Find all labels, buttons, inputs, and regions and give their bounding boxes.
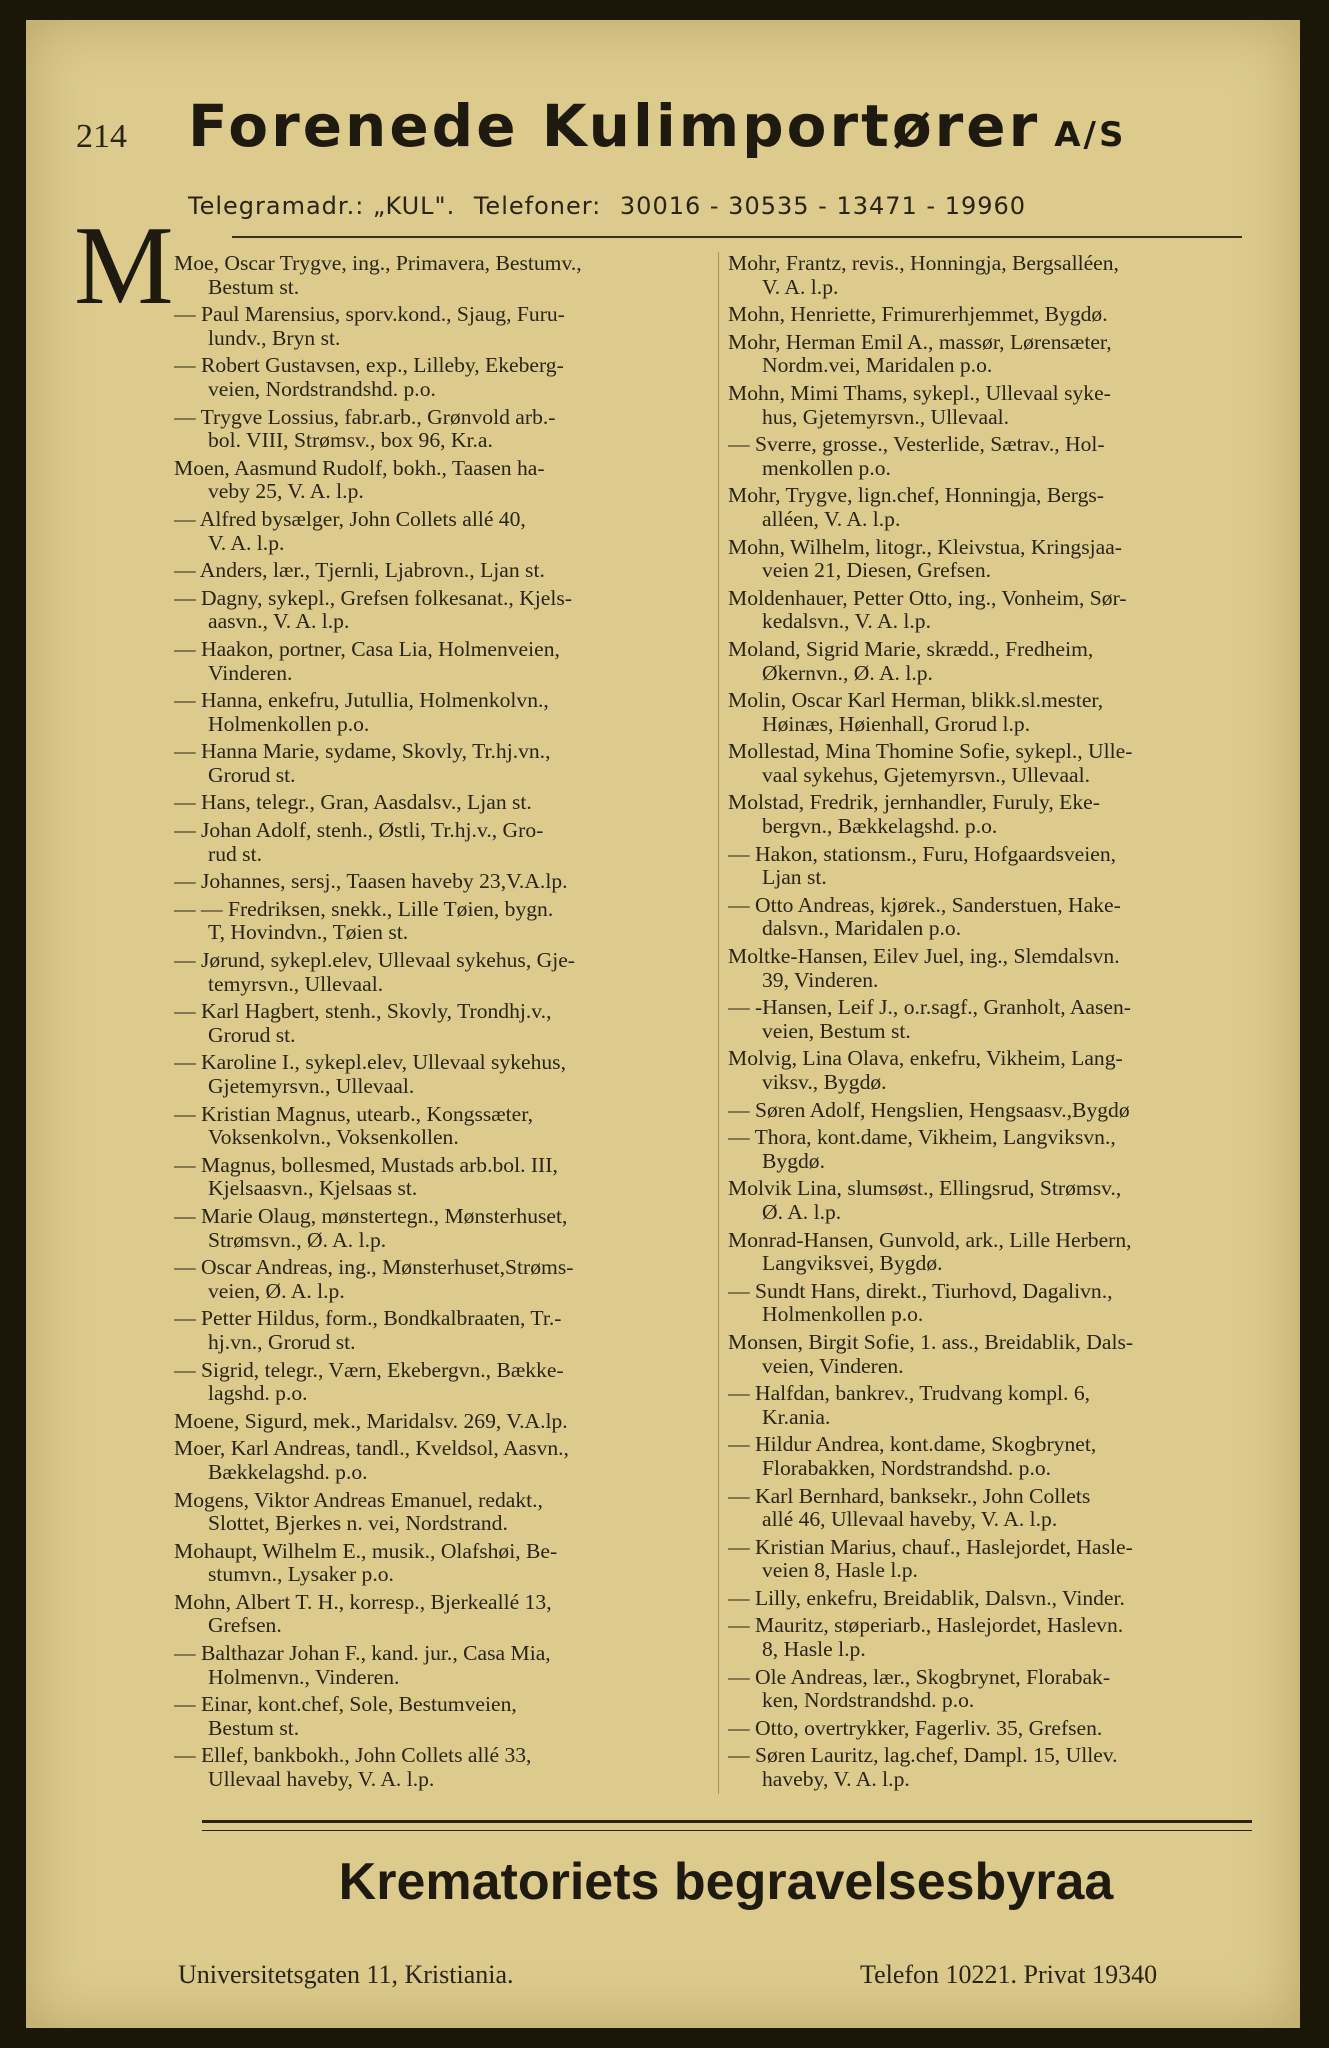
directory-entry bbox=[174, 1642, 714, 1689]
entry-address-line: Langviksvei, Bygdø. bbox=[762, 1252, 943, 1276]
directory-entry bbox=[728, 484, 1256, 531]
entry-address-line: dalsvn., Maridalen p.o. bbox=[762, 917, 962, 941]
directory-entry bbox=[728, 1587, 1256, 1611]
entry-address-line: aasvn., V. A. l.p. bbox=[208, 610, 350, 634]
entry-name-line: — -Hansen, Leif J., o.r.sagf., Granholt, Aasen- bbox=[728, 996, 1131, 1020]
directory-entry bbox=[728, 1331, 1256, 1378]
entry-name-line: Molvik Lina, slumsøst., Ellingsrud, Strømsv., bbox=[728, 1177, 1122, 1201]
entry-address-line: stumvn., Lysaker p.o. bbox=[208, 1563, 394, 1587]
entry-address-line: bol. VIII, Strømsv., box 96, Kr.a. bbox=[208, 429, 493, 453]
entry-name-line: — Johannes, sersj., Taasen haveby 23,V.A.lp. bbox=[174, 870, 568, 894]
entry-address-line: lagshd. p.o. bbox=[208, 1382, 308, 1406]
entry-name-line: — Karl Bernhard, banksekr., John Collets bbox=[728, 1484, 1091, 1508]
entry-name-line: — Dagny, sykepl., Grefsen folkesanat., Kjels- bbox=[174, 586, 572, 610]
entry-name-line: Mohn, Mimi Thams, sykepl., Ullevaal syke- bbox=[728, 381, 1111, 405]
entry-name-line: — Hildur Andrea, kont.dame, Skogbrynet, bbox=[728, 1433, 1097, 1457]
directory-entry bbox=[728, 996, 1256, 1043]
company-name: Forenede Kulimportører bbox=[188, 92, 1041, 160]
directory-entry bbox=[728, 1382, 1256, 1429]
directory-entry bbox=[174, 1359, 714, 1406]
directory-entry bbox=[728, 1536, 1256, 1583]
entry-address-line: Strømsvn., Ø. A. l.p. bbox=[208, 1228, 387, 1252]
directory-entry bbox=[728, 587, 1256, 634]
directory-page bbox=[26, 20, 1300, 2028]
directory-entry bbox=[174, 1540, 714, 1587]
entry-address-line: T, Hovindvn., Tøien st. bbox=[208, 921, 409, 945]
bottom-advertisement-title: Krematoriets begravelsesbyraa bbox=[338, 1853, 1114, 1911]
entry-name-line: — Thora, kont.dame, Vikheim, Langviksvn., bbox=[728, 1126, 1116, 1150]
directory-entry bbox=[174, 1744, 714, 1791]
entry-name-line: Molstad, Fredrik, jernhandler, Furuly, Eke- bbox=[728, 791, 1100, 815]
entry-name-line: — Karoline I., sykepl.elev, Ullevaal sykehus, bbox=[174, 1051, 566, 1075]
entry-address-line: veien 21, Diesen, Grefsen. bbox=[762, 559, 992, 583]
entry-name-line: — Søren Lauritz, lag.chef, Dampl. 15, Ullev. bbox=[728, 1744, 1118, 1768]
directory-entry bbox=[728, 1126, 1256, 1173]
entry-address-line: Kjelsaasvn., Kjelsaas st. bbox=[208, 1177, 418, 1201]
directory-entry bbox=[174, 949, 714, 996]
entry-name-line: Mohaupt, Wilhelm E., musik., Olafshøi, Be- bbox=[174, 1539, 558, 1563]
entry-name-line: Moen, Aasmund Rudolf, bokh., Taasen ha- bbox=[174, 456, 545, 480]
directory-entry bbox=[728, 843, 1256, 890]
entry-address-line: lundv., Bryn st. bbox=[208, 326, 341, 350]
entry-address-line: Bestum st. bbox=[208, 275, 300, 299]
entry-address-line: Ljan st. bbox=[762, 866, 827, 890]
entry-address-line: veien, Ø. A. l.p. bbox=[208, 1279, 345, 1303]
entry-name-line: Molin, Oscar Karl Herman, blikk.sl.mester, bbox=[728, 689, 1104, 713]
entry-address-line: veien 8, Hasle l.p. bbox=[762, 1559, 918, 1583]
entry-name-line: — Otto, overtrykker, Fagerliv. 35, Grefsen. bbox=[728, 1716, 1103, 1740]
directory-entry bbox=[174, 252, 714, 299]
entry-address-line: Vinderen. bbox=[208, 661, 293, 685]
entry-name-line: — Hakon, stationsm., Furu, Hofgaardsveien, bbox=[728, 842, 1117, 866]
entry-name-line: Monrad-Hansen, Gunvold, ark., Lille Herbern, bbox=[728, 1228, 1132, 1252]
directory-entry bbox=[728, 331, 1256, 378]
entry-name-line: — Johan Adolf, stenh., Østli, Tr.hj.v., Gro- bbox=[174, 819, 544, 843]
directory-entry bbox=[728, 1433, 1256, 1480]
company-suffix: A/S bbox=[1054, 115, 1127, 155]
entry-address-line: Bestum st. bbox=[208, 1716, 300, 1740]
entry-name-line: Mogens, Viktor Andreas Emanuel, redakt., bbox=[174, 1488, 543, 1512]
directory-entry bbox=[728, 252, 1256, 299]
entry-address-line: hj.vn., Grorud st. bbox=[208, 1330, 356, 1354]
phone-numbers: 30016 - 30535 - 13471 - 19960 bbox=[619, 192, 1027, 220]
directory-entry bbox=[728, 945, 1256, 992]
entry-name-line: Moldenhauer, Petter Otto, ing., Vonheim, Sør- bbox=[728, 586, 1127, 610]
entry-name-line: — Sverre, grosse., Vesterlide, Sætrav., Hol- bbox=[728, 433, 1105, 457]
entry-name-line: — Ole Andreas, lær., Skogbrynet, Florabak- bbox=[728, 1665, 1111, 1689]
directory-entry bbox=[174, 406, 714, 453]
directory-entry bbox=[174, 1489, 714, 1536]
entry-address-line: Holmenvn., Vinderen. bbox=[208, 1665, 400, 1689]
entry-name-line: Mollestad, Mina Thomine Sofie, sykepl., Ulle- bbox=[728, 740, 1133, 764]
entry-name-line: — — Fredriksen, snekk., Lille Tøien, bygn. bbox=[174, 897, 554, 921]
directory-entry bbox=[728, 433, 1256, 480]
entry-name-line: — Paul Marensius, sporv.kond., Sjaug, Furu- bbox=[174, 303, 565, 327]
directory-entry bbox=[174, 1154, 714, 1201]
entry-name-line: — Hanna Marie, sydame, Skovly, Tr.hj.vn., bbox=[174, 740, 551, 764]
directory-entry bbox=[728, 1099, 1256, 1123]
entry-name-line: — Sigrid, telegr., Værn, Ekebergvn., Bække- bbox=[174, 1358, 564, 1382]
directory-entry bbox=[174, 1693, 714, 1740]
entry-name-line: — Hans, telegr., Gran, Aasdalsv., Ljan st. bbox=[174, 791, 532, 815]
entry-name-line: — Jørund, sykepl.elev, Ullevaal sykehus, Gje- bbox=[174, 949, 575, 973]
column-divider bbox=[718, 252, 719, 1794]
entry-address-line: Grorud st. bbox=[208, 763, 296, 787]
top-advertisement-contact bbox=[188, 192, 1268, 220]
entry-name-line: — Marie Olaug, mønstertegn., Mønsterhuset, bbox=[174, 1204, 568, 1228]
entry-address-line: Bækkelagshd. p.o. bbox=[208, 1460, 368, 1484]
directory-entry bbox=[174, 303, 714, 350]
entry-name-line: — Sundt Hans, direkt., Tiurhovd, Dagalivn., bbox=[728, 1279, 1113, 1303]
entry-name-line: Mohn, Wilhelm, litogr., Kleivstua, Kringsjaa- bbox=[728, 535, 1122, 559]
entry-name-line: — Halfdan, bankrev., Trudvang kompl. 6, bbox=[728, 1382, 1091, 1406]
entry-name-line: Moltke-Hansen, Eilev Juel, ing., Slemdalsvn. bbox=[728, 945, 1120, 969]
directory-entry bbox=[174, 1410, 714, 1434]
entry-address-line: allé 46, Ullevaal haveby, V. A. l.p. bbox=[762, 1508, 1058, 1532]
entry-address-line: veien, Vinderen. bbox=[762, 1354, 904, 1378]
directory-entry bbox=[174, 587, 714, 634]
entry-name-line: — Hanna, enkefru, Jutullia, Holmenkolvn., bbox=[174, 689, 549, 713]
directory-entry bbox=[174, 819, 714, 866]
entry-address-line: 39, Vinderen. bbox=[762, 968, 879, 992]
entry-address-line: veien, Bestum st. bbox=[762, 1019, 911, 1043]
directory-entry bbox=[174, 354, 714, 401]
directory-entry bbox=[728, 536, 1256, 583]
page-number: 214 bbox=[76, 118, 127, 155]
entry-address-line: Kr.ania. bbox=[762, 1405, 831, 1429]
left-column bbox=[174, 252, 714, 1796]
entry-name-line: Moland, Sigrid Marie, skrædd., Fredheim, bbox=[728, 637, 1094, 661]
directory-entry bbox=[728, 689, 1256, 736]
directory-entry bbox=[728, 638, 1256, 685]
entry-name-line: — Einar, kont.chef, Sole, Bestumveien, bbox=[174, 1693, 517, 1717]
entry-name-line: Mohn, Henriette, Frimurerhjemmet, Bygdø. bbox=[728, 303, 1108, 327]
entry-name-line: — Ellef, bankbokh., John Collets allé 33, bbox=[174, 1744, 532, 1768]
entry-address-line: Grefsen. bbox=[208, 1614, 282, 1638]
directory-entry bbox=[728, 303, 1256, 327]
entry-name-line: — Petter Hildus, form., Bondkalbraaten, Tr.- bbox=[174, 1307, 562, 1331]
entry-address-line: 8, Hasle l.p. bbox=[762, 1638, 866, 1662]
entry-name-line: Moer, Karl Andreas, tandl., Kveldsol, Aasvn., bbox=[174, 1437, 569, 1461]
directory-entry bbox=[174, 508, 714, 555]
entry-name-line: Mohr, Frantz, revis., Honningja, Bergsalléen, bbox=[728, 252, 1119, 275]
directory-entry bbox=[174, 740, 714, 787]
entry-name-line: — Alfred bysælger, John Collets allé 40, bbox=[174, 507, 526, 531]
entry-name-line: Mohr, Trygve, lign.chef, Honningja, Bergs- bbox=[728, 484, 1105, 508]
entry-address-line: veien, Nordstrandshd. p.o. bbox=[208, 377, 436, 401]
directory-entry bbox=[728, 1229, 1256, 1276]
entry-address-line: veby 25, V. A. l.p. bbox=[208, 480, 364, 504]
directory-entry bbox=[174, 689, 714, 736]
entry-address-line: temyrsvn., Ullevaal. bbox=[208, 972, 384, 996]
footer-rule bbox=[202, 1820, 1252, 1823]
entry-address-line: Holmenkollen p.o. bbox=[762, 1303, 924, 1327]
phones-label: Telefoner: bbox=[473, 192, 602, 220]
entry-address-line: Holmenkollen p.o. bbox=[208, 712, 370, 736]
entry-address-line: alléen, V. A. l.p. bbox=[762, 507, 901, 531]
directory-entry bbox=[728, 382, 1256, 429]
bottom-advertisement-phone: Telefon 10221. Privat 19340 bbox=[860, 1960, 1158, 1989]
entry-name-line: — Lilly, enkefru, Breidablik, Dalsvn., Vinder. bbox=[728, 1586, 1125, 1610]
entry-address-line: Ø. A. l.p. bbox=[762, 1200, 842, 1224]
directory-entry bbox=[174, 1205, 714, 1252]
entry-name-line: Mohn, Albert T. H., korresp., Bjerkeallé 13, bbox=[174, 1590, 552, 1614]
entry-address-line: vaal sykehus, Gjetemyrsvn., Ullevaal. bbox=[762, 763, 1091, 787]
entry-name-line: Molvig, Lina Olava, enkefru, Vikheim, Lang- bbox=[728, 1047, 1123, 1071]
entry-name-line: — Otto Andreas, kjørek., Sanderstuen, Hake- bbox=[728, 893, 1121, 917]
directory-entry bbox=[728, 1666, 1256, 1713]
entry-address-line: haveby, V. A. l.p. bbox=[762, 1768, 910, 1792]
entry-address-line: bergvn., Bækkelagshd. p.o. bbox=[762, 815, 998, 839]
right-column bbox=[728, 252, 1256, 1796]
entry-address-line: Florabakken, Nordstrandshd. p.o. bbox=[762, 1456, 1052, 1480]
directory-entry bbox=[174, 870, 714, 894]
entry-address-line: Slottet, Bjerkes n. vei, Nordstrand. bbox=[208, 1512, 508, 1536]
entry-name-line: — Oscar Andreas, ing., Mønsterhuset,Strøms- bbox=[174, 1256, 574, 1280]
entry-name-line: — Kristian Marius, chauf., Haslejordet, Hasle- bbox=[728, 1535, 1133, 1559]
directory-entry bbox=[174, 1256, 714, 1303]
entry-name-line: Mohr, Herman Emil A., massør, Lørensæter, bbox=[728, 330, 1112, 354]
entry-name-line: — Robert Gustavsen, exp., Lilleby, Ekeberg- bbox=[174, 354, 564, 378]
entry-address-line: viksv., Bygdø. bbox=[762, 1071, 887, 1094]
header-rule bbox=[232, 236, 1242, 238]
directory-entry bbox=[174, 559, 714, 583]
entry-name-line: — Karl Hagbert, stenh., Skovly, Trondhj.v., bbox=[174, 1000, 552, 1024]
section-letter: M bbox=[74, 204, 174, 328]
bottom-advertisement-address: Universitetsgaten 11, Kristiania. bbox=[178, 1960, 514, 1989]
entry-address-line: Bygdø. bbox=[762, 1149, 825, 1173]
entry-name-line: — Kristian Magnus, utearb., Kongssæter, bbox=[174, 1102, 533, 1126]
entry-address-line: kedalsvn., V. A. l.p. bbox=[762, 610, 931, 634]
entry-address-line: Grorud st. bbox=[208, 1023, 296, 1047]
telegram-address: Telegramadr.: „KUL". bbox=[188, 192, 456, 220]
directory-entry bbox=[174, 791, 714, 815]
entry-name-line: Moene, Sigurd, mek., Maridalsv. 269, V.A.lp. bbox=[174, 1409, 568, 1433]
directory-entry bbox=[728, 1047, 1256, 1094]
directory-entry bbox=[174, 898, 714, 945]
entry-name-line: — Balthazar Johan F., kand. jur., Casa Mia, bbox=[174, 1642, 551, 1666]
entry-name-line: Moe, Oscar Trygve, ing., Primavera, Bestumv., bbox=[174, 252, 582, 275]
entry-address-line: ken, Nordstrandshd. p.o. bbox=[762, 1689, 975, 1713]
entry-address-line: V. A. l.p. bbox=[208, 531, 285, 555]
entry-address-line: rud st. bbox=[208, 842, 262, 866]
directory-entry bbox=[174, 638, 714, 685]
directory-entry bbox=[728, 894, 1256, 941]
entry-name-line: Monsen, Birgit Sofie, 1. ass., Breidablik, Dals- bbox=[728, 1330, 1134, 1354]
directory-entry bbox=[728, 1717, 1256, 1741]
directory-entry bbox=[728, 1485, 1256, 1532]
footer-rule-thin bbox=[202, 1830, 1252, 1831]
entry-address-line: menkollen p.o. bbox=[762, 456, 891, 480]
directory-entry bbox=[174, 1000, 714, 1047]
entry-name-line: — Mauritz, støperiarb., Haslejordet, Haslevn. bbox=[728, 1614, 1124, 1638]
directory-entry bbox=[728, 791, 1256, 838]
entry-name-line: — Magnus, bollesmed, Mustads arb.bol. III, bbox=[174, 1153, 558, 1177]
directory-entry bbox=[174, 1103, 714, 1150]
entry-address-line: Økernvn., Ø. A. l.p. bbox=[762, 661, 933, 685]
directory-entry bbox=[174, 1307, 714, 1354]
entry-address-line: Nordm.vei, Maridalen p.o. bbox=[762, 354, 993, 378]
directory-entry bbox=[728, 1614, 1256, 1661]
entry-address-line: Voksenkolvn., Voksenkollen. bbox=[208, 1126, 459, 1150]
entry-name-line: — Haakon, portner, Casa Lia, Holmenveien, bbox=[174, 637, 560, 661]
entry-address-line: Høinæs, Høienhall, Grorud l.p. bbox=[762, 712, 1031, 736]
entry-name-line: — Trygve Lossius, fabr.arb., Grønvold arb.- bbox=[174, 405, 556, 429]
directory-entry bbox=[728, 1280, 1256, 1327]
directory-entry bbox=[728, 1744, 1256, 1791]
directory-entry bbox=[174, 1437, 714, 1484]
entry-address-line: Ullevaal haveby, V. A. l.p. bbox=[208, 1768, 435, 1792]
directory-entry bbox=[728, 740, 1256, 787]
directory-entry bbox=[174, 1591, 714, 1638]
entry-address-line: Gjetemyrsvn., Ullevaal. bbox=[208, 1075, 415, 1098]
directory-entry bbox=[728, 1177, 1256, 1224]
directory-entry bbox=[174, 457, 714, 504]
entry-name-line: — Anders, lær., Tjernli, Ljabrovn., Ljan st. bbox=[174, 559, 545, 583]
directory-entry bbox=[174, 1051, 714, 1098]
entry-address-line: V. A. l.p. bbox=[762, 275, 839, 299]
entry-name-line: — Søren Adolf, Hengslien, Hengsaasv.,Bygdø bbox=[728, 1098, 1130, 1122]
entry-address-line: hus, Gjetemyrsvn., Ullevaal. bbox=[762, 405, 1010, 429]
top-advertisement-title bbox=[188, 92, 1208, 160]
